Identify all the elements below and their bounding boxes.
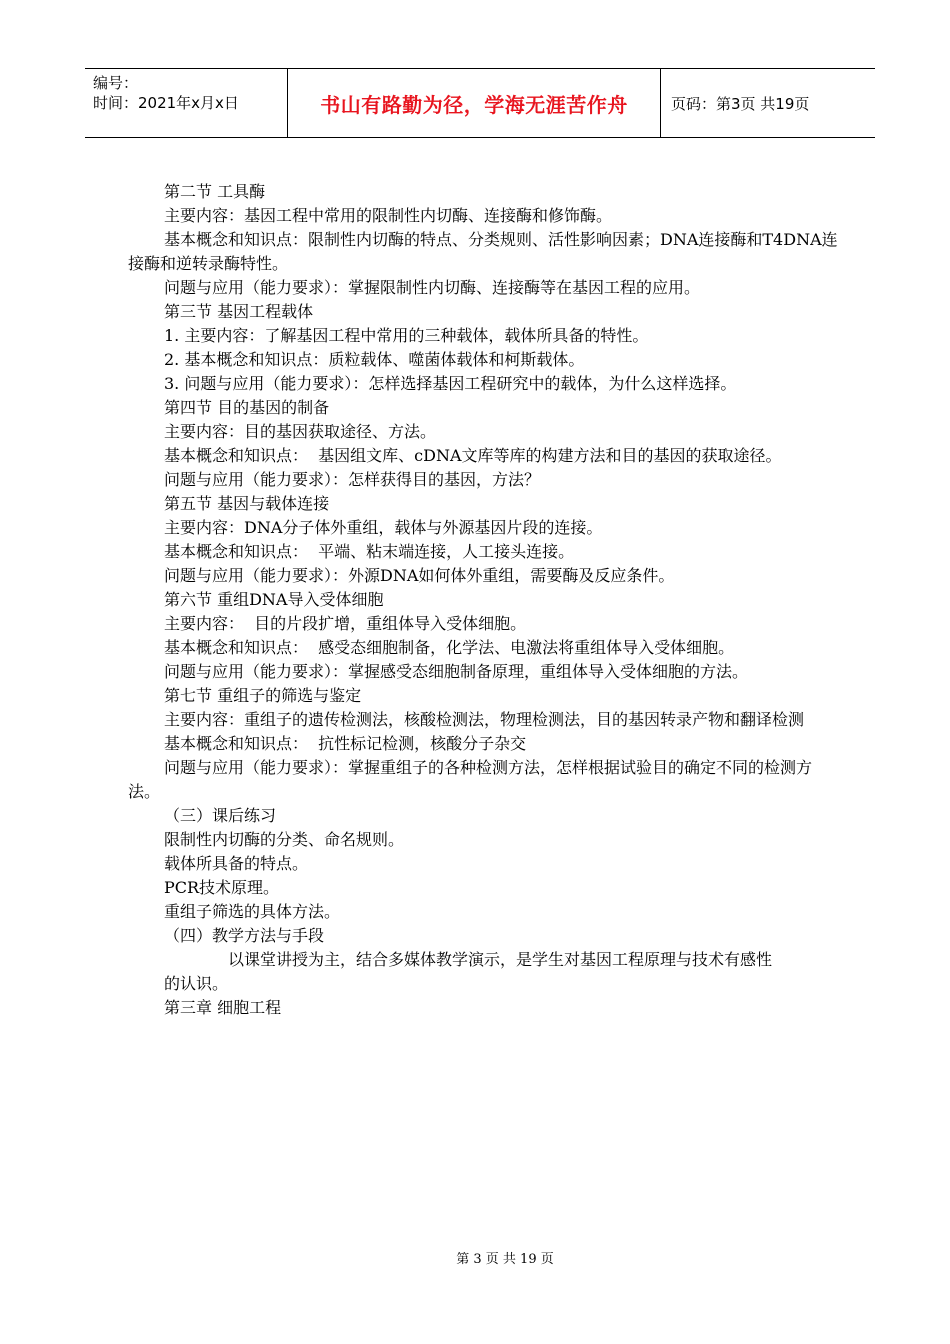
paragraph: 以课堂讲授为主，结合多媒体教学演示，是学生对基因工程原理与技术有感性 xyxy=(228,950,773,969)
page-footer: 第 3 页 共 19 页 xyxy=(456,1252,554,1267)
paragraph: 主要内容：目的基因获取途径、方法。 xyxy=(164,422,437,441)
section-heading: 第二节 工具酶 xyxy=(164,182,266,201)
paragraph: 基本概念和知识点： 基因组文库、cDNA文库等库的构建方法和目的基因的获取途径。 xyxy=(164,446,782,465)
paragraph: 基本概念和知识点： 抗性标记检测，核酸分子杂交 xyxy=(164,734,527,753)
section-heading: 第七节 重组子的筛选与鉴定 xyxy=(164,686,362,705)
document-date: 时间：2021年x月x日 xyxy=(93,94,239,112)
paragraph: 基本概念和知识点：限制性内切酶的特点、分类规则、活性影响因素；DNA连接酶和T4DNA连接酶和逆转录酶特性。 xyxy=(128,230,838,273)
paragraph: 问题与应用（能力要求）：掌握感受态细胞制备原理，重组体导入受体细胞的方法。 xyxy=(164,662,749,681)
paragraph: 基本概念和知识点： 平端、粘末端连接，人工接头连接。 xyxy=(164,542,575,561)
section-heading: 第五节 基因与载体连接 xyxy=(164,494,330,513)
document-number-label: 编号： xyxy=(93,74,139,92)
paragraph: 主要内容：DNA分子体外重组，载体与外源基因片段的连接。 xyxy=(164,518,603,537)
header-motto: 书山有路勤为径，学海无涯苦作舟 xyxy=(287,69,661,137)
paragraph: 问题与应用（能力要求）：怎样获得目的基因，方法？ xyxy=(164,470,541,489)
section-heading: 第四节 目的基因的制备 xyxy=(164,398,330,417)
header-page-info: 页码：第3页 共19页 xyxy=(671,94,810,113)
exercise-item: PCR技术原理。 xyxy=(164,878,280,897)
paragraph: 基本概念和知识点： 感受态细胞制备，化学法、电激法将重组体导入受体细胞。 xyxy=(164,638,735,657)
paragraph: 问题与应用（能力要求）：掌握限制性内切酶、连接酶等在基因工程的应用。 xyxy=(164,278,701,297)
list-item: 2. 基本概念和知识点：质粒载体、噬菌体载体和柯斯载体。 xyxy=(164,350,585,369)
paragraph: 的认识。 xyxy=(164,974,229,993)
paragraph: 主要内容：重组子的遗传检测法，核酸检测法，物理检测法，目的基因转录产物和翻译检测 xyxy=(164,710,805,729)
paragraph: 问题与应用（能力要求）：掌握重组子的各种检测方法，怎样根据试验目的确定不同的检测方法。 xyxy=(128,758,813,801)
paragraph: 主要内容： 目的片段扩增，重组体导入受体细胞。 xyxy=(164,614,527,633)
paragraph: 主要内容：基因工程中常用的限制性内切酶、连接酶和修饰酶。 xyxy=(164,206,613,225)
exercise-item: 限制性内切酶的分类、命名规则。 xyxy=(164,830,405,849)
list-item: 1. 主要内容：了解基因工程中常用的三种载体，载体所具备的特性。 xyxy=(164,326,649,345)
header-meta xyxy=(85,69,287,137)
list-item: 3. 问题与应用（能力要求）：怎样选择基因工程研究中的载体，为什么这样选择。 xyxy=(164,374,737,393)
subsection-heading: （四）教学方法与手段 xyxy=(164,926,325,945)
paragraph: 问题与应用（能力要求）：外源DNA如何体外重组，需要酶及反应条件。 xyxy=(164,566,675,585)
exercise-item: 重组子筛选的具体方法。 xyxy=(164,902,341,921)
section-heading: 第三节 基因工程载体 xyxy=(164,302,314,321)
chapter-heading: 第三章 细胞工程 xyxy=(164,998,282,1017)
page-header xyxy=(85,68,875,138)
exercise-item: 载体所具备的特点。 xyxy=(164,854,309,873)
document-body xyxy=(128,180,838,1020)
subsection-heading: （三）课后练习 xyxy=(164,806,277,825)
section-heading: 第六节 重组DNA导入受体细胞 xyxy=(164,590,384,609)
